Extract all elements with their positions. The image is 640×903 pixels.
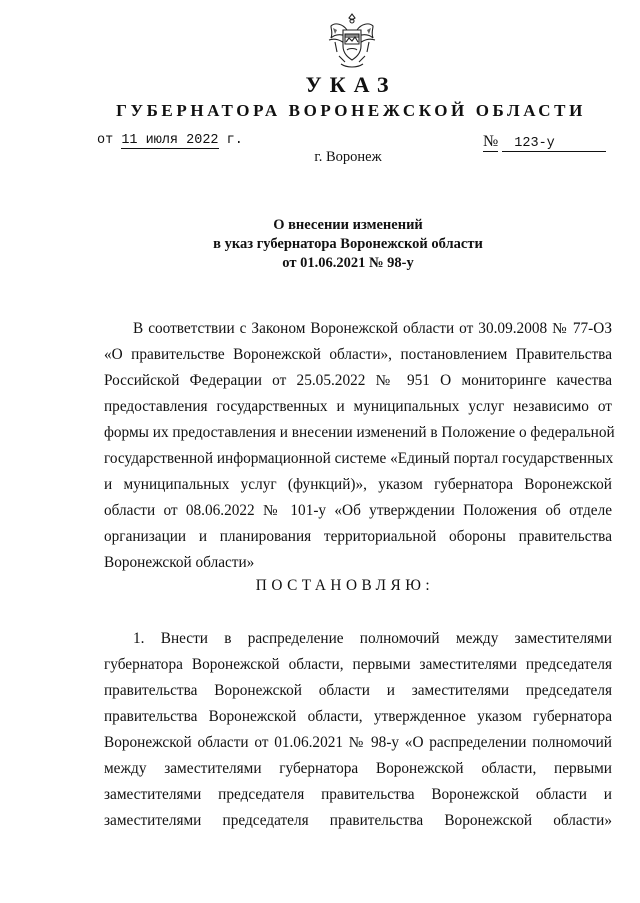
text-line: правительства Воронежской области, утвержденное указом губернатора <box>104 708 612 725</box>
text-line: Российской Федерации от 25.05.2022 № 951 О мониторинге качества <box>104 372 612 389</box>
text-line: губернатора Воронежской области, первыми заместителями председателя <box>104 656 612 673</box>
text-line: В соответствии с Законом Воронежской области от 30.09.2008 № 77-ОЗ <box>133 320 612 337</box>
issue-city: г. Воронеж <box>314 149 382 165</box>
text-line: формы их предоставления и внесении изменений в Положение о федеральной <box>104 424 615 441</box>
text-line: правительства Воронежской области и заместителями председателя <box>104 682 612 699</box>
text-line: Воронежской области» <box>104 554 255 571</box>
subject-line: от 01.06.2021 № 98-у <box>282 255 414 271</box>
text-line: государственной информационной системе «Единый портал государственных <box>104 450 614 467</box>
subject-line: О внесении изменений <box>273 217 423 233</box>
document-title: УКАЗ <box>305 72 397 97</box>
date-value: 11 июля 2022 <box>121 133 219 148</box>
item-1-paragraph <box>104 626 612 834</box>
coat-of-arms-emblem <box>325 12 379 70</box>
date-row <box>97 133 243 149</box>
document-issuer: ГУБЕРНАТОРА ВОРОНЕЖСКОЙ ОБЛАСТИ <box>116 101 586 120</box>
text-line: области от 08.06.2022 № 101-у «Об утверждении Положения об отделе <box>104 502 612 519</box>
text-line: организации и планирования территориальной обороны правительства <box>104 528 612 545</box>
decree-word: ПОСТАНОВЛЯЮ: <box>255 577 435 594</box>
date-prefix: от <box>97 133 114 148</box>
number-sign: № <box>483 133 499 150</box>
text-line: заместителями председателя правительства Воронежской области» <box>104 812 612 829</box>
text-line: и муниципальных услуг (функций)», указом губернатора Воронежской <box>104 476 612 493</box>
preamble-paragraph <box>104 316 615 576</box>
subject-line: в указ губернатора Воронежской области <box>213 236 483 252</box>
text-line: заместителями председателя правительства Воронежской области и <box>104 786 612 803</box>
date-suffix: г. <box>226 133 243 148</box>
text-line: между заместителями губернатора Воронежской области, первыми <box>104 760 612 777</box>
text-line: «О правительстве Воронежской области», постановлением Правительства <box>104 346 612 363</box>
text-line: 1. Внести в распределение полномочий между заместителями <box>133 630 612 647</box>
text-line: Воронежской области от 01.06.2021 № 98-у «О распределении полномочий <box>104 734 612 751</box>
document-number: 123-у <box>502 136 606 152</box>
document-subject <box>0 216 640 273</box>
text-line: предоставления государственных и муниципальных услуг независимо от <box>104 398 612 415</box>
